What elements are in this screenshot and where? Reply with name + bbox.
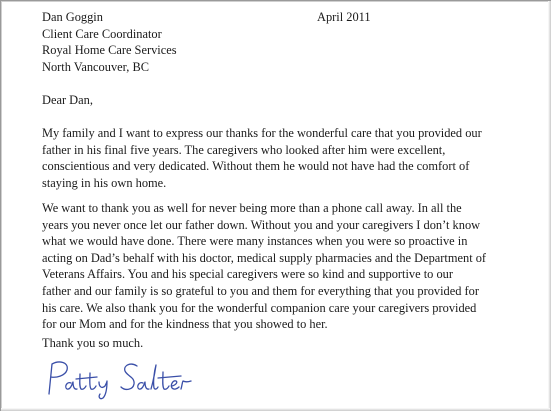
letter-date: April 2011 — [317, 10, 371, 24]
closing: Thank you so much. — [42, 336, 144, 350]
paragraph-line: father in his final five years. The caregivers who looked after him were excellent, — [42, 142, 446, 157]
paragraph-line: acting on Dad’s behalf with his doctor, medical supply pharmacies and the Department of — [42, 250, 487, 265]
recipient-name: Dan Goggin — [42, 10, 103, 24]
paragraph-line: years you never once let our father down. Without you and your caregivers I don’t know — [42, 217, 481, 232]
recipient-title: Client Care Coordinator — [42, 26, 162, 41]
paragraph-1 — [42, 125, 542, 191]
paragraph-line: Veterans Affairs. You and his special caregivers were so kind and supportive to our — [42, 267, 453, 282]
recipient-address-block — [42, 9, 177, 75]
paragraph-line: My family and I want to express our thanks for the wonderful care that you provided our — [42, 126, 482, 140]
paragraph-line: his care. We also thank you for the wonderful companion care your caregivers provided — [42, 300, 477, 315]
recipient-location: North Vancouver, BC — [42, 59, 149, 74]
page-shadow-right — [548, 1, 551, 410]
paragraph-line: father and our family is so grateful to you and them for everything that you provided for — [42, 283, 479, 298]
paragraph-line: We want to thank you as well for never being more than a phone call away. In all the — [42, 201, 462, 215]
handwritten-signature — [39, 356, 209, 401]
page-shadow-bottom — [1, 408, 550, 411]
paragraph-line: conscientious and very dedicated. Without them he would not have had the comfort of — [42, 159, 470, 174]
recipient-company: Royal Home Care Services — [42, 43, 177, 58]
paragraph-2 — [42, 200, 542, 333]
paragraph-line: what we would have done. There were many instances when you were so proactive in — [42, 234, 468, 249]
paragraph-line: for our Mom and for the kindness that you showed to her. — [42, 317, 328, 332]
paragraph-line: staying in his own home. — [42, 175, 167, 190]
salutation: Dear Dan, — [42, 93, 93, 107]
